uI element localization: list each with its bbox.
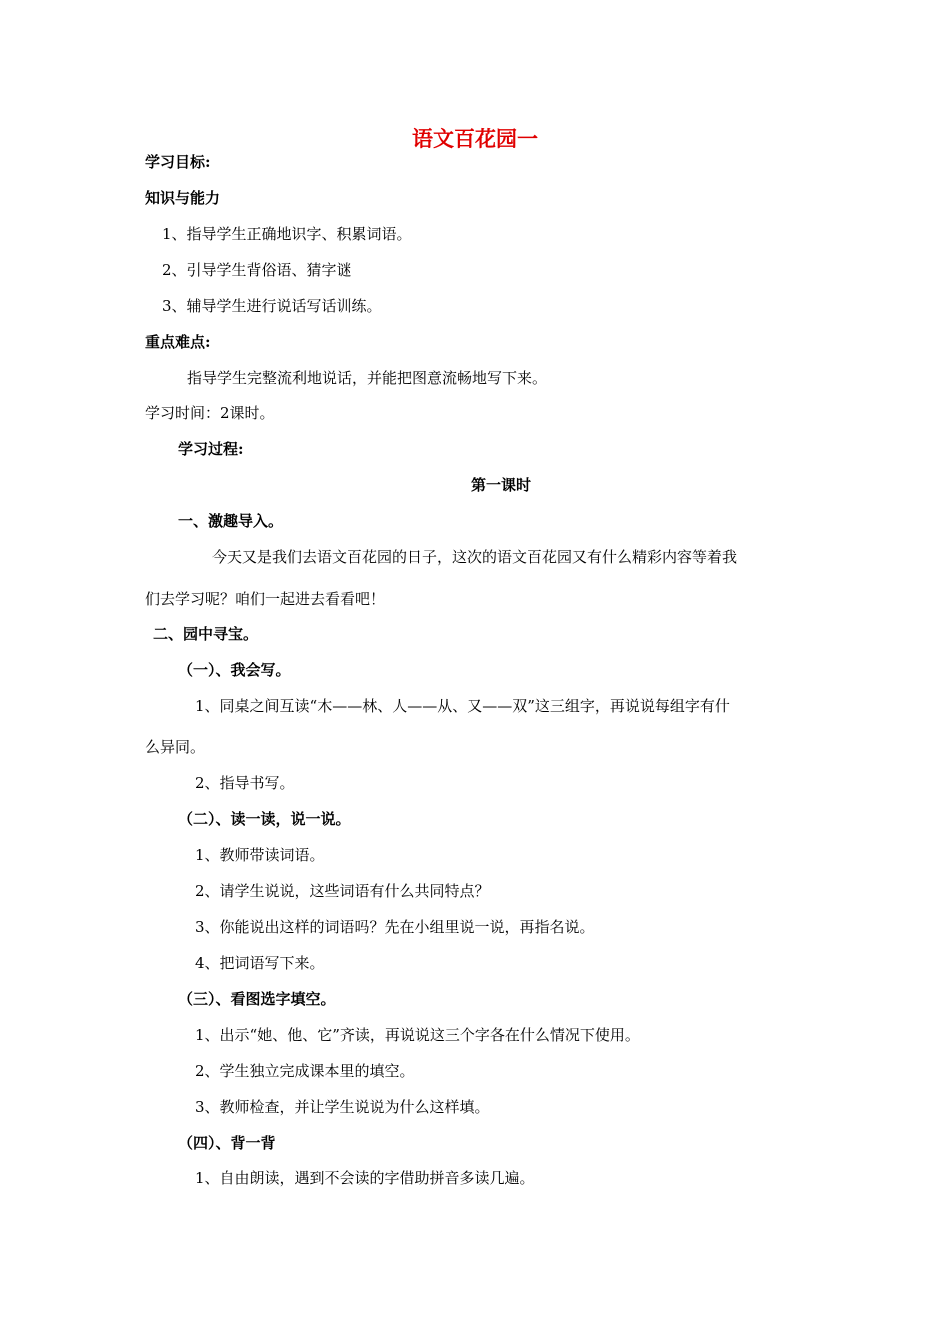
section1-heading: 一、激趣导入。 <box>178 512 284 530</box>
part3-item: 2、学生独立完成课本里的填空。 <box>195 1062 415 1080</box>
part3-item: 3、教师检查，并让学生说说为什么这样填。 <box>195 1098 490 1116</box>
part2-item: 2、请学生说说，这些词语有什么共同特点？ <box>195 882 490 900</box>
part1-item2: 2、指导书写。 <box>195 774 295 792</box>
knowledge-heading: 知识与能力 <box>145 189 221 207</box>
goal-item: 1、指导学生正确地识字、积累词语。 <box>162 225 412 243</box>
process-heading: 学习过程: <box>178 440 244 458</box>
part1-heading: （一）、我会写。 <box>178 661 291 679</box>
goal-item: 2、引导学生背俗语、猜字谜 <box>162 261 352 279</box>
key-points-heading: 重点难点: <box>145 333 211 351</box>
section1-text-line2: 们去学习呢？咱们一起进去看看吧！ <box>145 590 386 608</box>
section2-heading: 二、园中寻宝。 <box>153 625 259 643</box>
part3-heading: （三）、看图选字填空。 <box>178 990 336 1008</box>
part1-item1-line1: 1、同桌之间互读“木——林、人——从、又——双”这三组字，再说说每组字有什 <box>195 697 730 715</box>
part4-item: 1、自由朗读，遇到不会读的字借助拼音多读几遍。 <box>195 1169 535 1187</box>
lesson1-heading: 第一课时 <box>471 476 532 494</box>
section1-text-line1: 今天又是我们去语文百花园的日子，这次的语文百花园又有什么精彩内容等着我 <box>212 548 738 566</box>
part2-item: 3、你能说出这样的词语吗？先在小组里说一说，再指名说。 <box>195 918 595 936</box>
goal-item: 3、辅导学生进行说话写话训练。 <box>162 297 382 315</box>
part2-heading: （二）、读一读，说一说。 <box>178 810 351 828</box>
goals-heading: 学习目标: <box>145 153 211 171</box>
study-time: 学习时间：2课时。 <box>145 404 275 422</box>
part2-item: 1、教师带读词语。 <box>195 846 325 864</box>
part1-item1-line2: 么异同。 <box>145 738 206 756</box>
key-points-text: 指导学生完整流利地说话，并能把图意流畅地写下来。 <box>187 369 548 387</box>
part3-item: 1、出示“她、他、它”齐读，再说说这三个字各在什么情况下使用。 <box>195 1026 640 1044</box>
document-title: 语文百花园一 <box>412 126 538 151</box>
part4-heading: （四）、背一背 <box>178 1134 276 1152</box>
part2-item: 4、把词语写下来。 <box>195 954 325 972</box>
